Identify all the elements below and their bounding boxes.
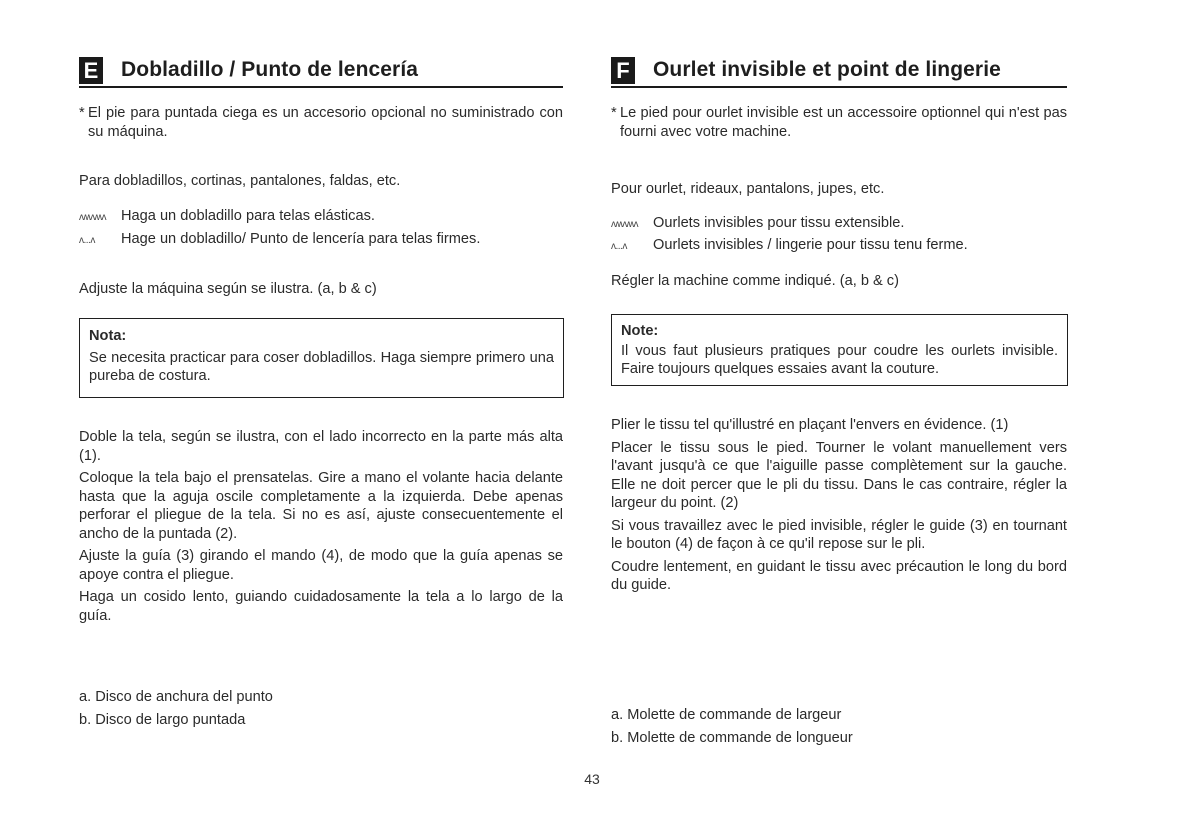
stitch-firm-text: Ourlets invisibles / lingerie pour tissu tenu ferme. [653, 237, 968, 253]
note-title: Nota: [89, 328, 127, 344]
instruction-step-4: Coudre lentement, en guidant le tissu avec précaution le long du bord du guide. [611, 558, 1067, 593]
note-text: Se necesita practicar para coser dobladillos. Haga siempre primero una pureba de costura. [89, 350, 554, 384]
footnote-text: Le pied pour ourlet invisible est un accessoire optionnel qui n'est pas fourni avec votre machine. [620, 105, 1067, 140]
section-heading-fr [611, 50, 1067, 88]
stitch-elastic-row [79, 207, 375, 227]
uses-text: Pour ourlet, rideaux, pantalons, jupes, etc. [611, 181, 885, 197]
spanish-section [79, 50, 563, 728]
label-a: a. Disco de anchura del punto [79, 689, 273, 705]
instructions-fr [611, 416, 1067, 595]
stitch-elastic-text: Ourlets invisibles pour tissu extensible. [653, 215, 905, 231]
language-badge-f: F [611, 57, 635, 84]
language-badge-e: E [79, 57, 103, 84]
stitch-firm-text: Hage un dobladillo/ Punto de lencería para telas firmes. [121, 231, 481, 247]
label-b: b. Disco de largo puntada [79, 712, 246, 728]
footnote-es [79, 104, 563, 141]
note-text: Il vous faut plusieurs pratiques pour coudre les ourlets invisible. Faire toujours quelques essaies avant la couture. [621, 343, 1058, 377]
note-box-es [79, 318, 564, 398]
french-section [611, 50, 1067, 746]
instruction-step-1: Plier le tissu tel qu'illustré en plaçant l'envers en évidence. (1) [611, 417, 1009, 433]
stitch-elastic-row [611, 214, 904, 234]
instruction-step-3: Ajuste la guía (3) girando el mando (4), de modo que la guía apenas se apoye contra el pliegue. [79, 548, 563, 583]
stitch-elastic-text: Haga un dobladillo para telas elásticas. [121, 208, 375, 224]
instructions-es [79, 428, 563, 625]
firm-stitch-icon: ʌ...ʌ [79, 235, 95, 246]
footnote-mark: * [79, 105, 85, 121]
elastic-stitch-icon: ʌʍʌʍʌ [79, 212, 106, 223]
page-number: 43 [584, 771, 600, 787]
note-title: Note: [621, 323, 659, 339]
footnote-fr [611, 104, 1067, 141]
instruction-step-1: Doble la tela, según se ilustra, con el lado incorrecto en la parte más alta (1). [79, 429, 563, 464]
label-b: b. Molette de commande de longueur [611, 730, 853, 746]
uses-text: Para dobladillos, cortinas, pantalones, faldas, etc. [79, 173, 401, 189]
section-title-fr: Ourlet invisible et point de lingerie [653, 58, 1001, 81]
section-title-es: Dobladillo / Punto de lencería [121, 58, 419, 81]
instruction-step-3: Si vous travaillez avec le pied invisible, régler le guide (3) en tournant le bouton (4) de façon à ce qu'il repose sur le pli. [611, 517, 1067, 552]
stitch-firm-row [611, 236, 968, 256]
label-a: a. Molette de commande de largeur [611, 707, 842, 723]
instruction-step-2: Placer le tissu sous le pied. Tourner le volant manuellement vers l'avant jusqu'à ce que l'aiguille passe complètement sur la gauche. Elle ne doit percer que le pli du tissu. Dans le cas contraire, régler la largeur du point. (2) [611, 439, 1067, 511]
adjust-text: Adjuste la máquina según se ilustra. (a, b & c) [79, 281, 377, 297]
instruction-step-2: Coloque la tela bajo el prensatelas. Gire a mano el volante hacia delante hasta que la aguja oscile completamente a la izquierda. Debe apenas perforar el pliegue de la tela. Si no es así, ajuste consecuentemente el ancho de la puntada (2). [79, 470, 563, 542]
note-box-fr [611, 314, 1068, 386]
stitch-firm-row [79, 230, 480, 250]
firm-stitch-icon: ʌ...ʌ [611, 241, 627, 252]
elastic-stitch-icon: ʌʍʌʍʌ [611, 219, 638, 230]
instruction-step-4: Haga un cosido lento, guiando cuidadosamente la tela a lo largo de la guía. [79, 589, 563, 624]
section-heading-es [79, 50, 563, 88]
footnote-mark: * [611, 105, 617, 121]
footnote-text: El pie para puntada ciega es un accesorio opcional no suministrado con su máquina. [88, 105, 563, 140]
adjust-text: Régler la machine comme indiqué. (a, b & c) [611, 273, 899, 289]
